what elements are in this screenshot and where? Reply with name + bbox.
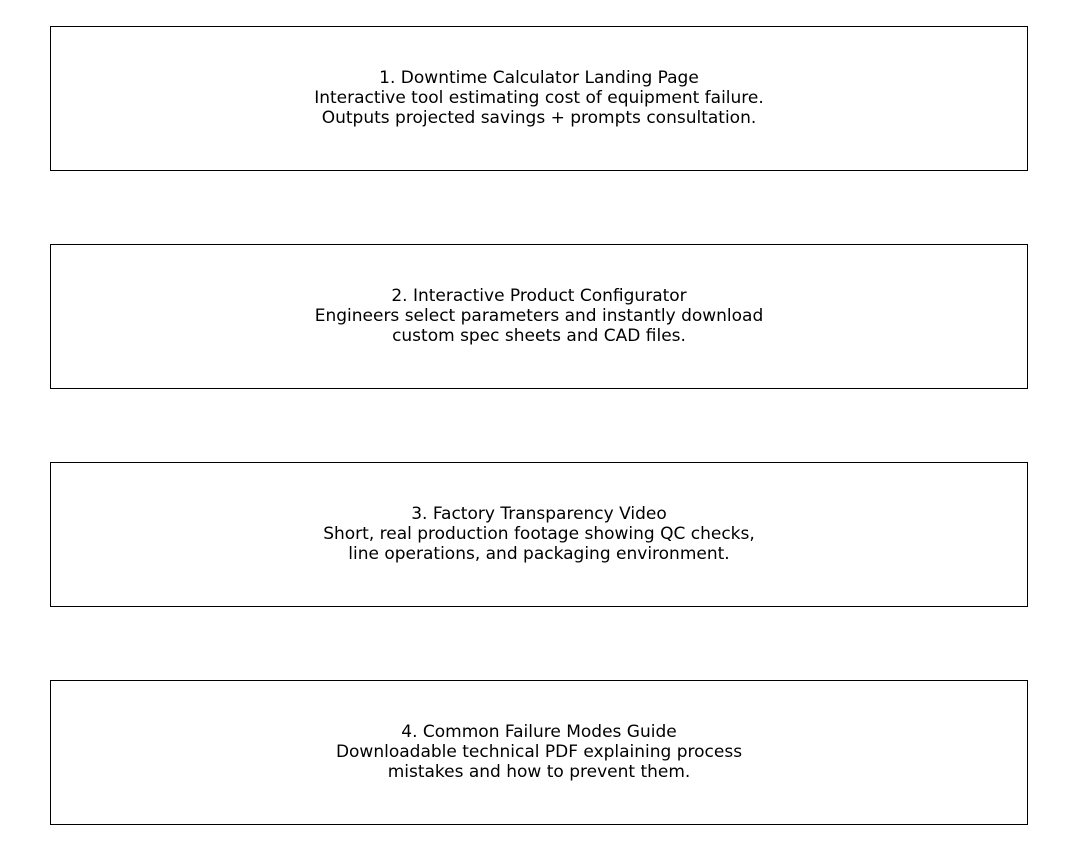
box-description-line: Engineers select parameters and instantly download: [314, 305, 764, 326]
box-description-line: Downloadable technical PDF explaining process: [335, 741, 743, 762]
box-title: 4. Common Failure Modes Guide: [401, 721, 677, 742]
box-title: 1. Downtime Calculator Landing Page: [379, 67, 699, 88]
box-text: [315, 286, 764, 346]
box-description-line: Outputs projected savings + prompts consultation.: [321, 107, 757, 128]
box-description-line: line operations, and packaging environment.: [348, 543, 730, 564]
diagram-box-product-configurator: [50, 244, 1028, 389]
box-title: 2. Interactive Product Configurator: [391, 285, 687, 306]
box-description-line: Short, real production footage showing QC checks,: [323, 523, 755, 544]
box-title: 3. Factory Transparency Video: [411, 503, 667, 524]
box-description-line: Interactive tool estimating cost of equipment failure.: [314, 87, 764, 108]
box-description-line: custom spec sheets and CAD files.: [392, 325, 686, 346]
diagram-box-failure-modes-guide: [50, 680, 1028, 825]
diagram-box-factory-video: [50, 462, 1028, 607]
box-description-line: mistakes and how to prevent them.: [387, 761, 691, 782]
box-text: [323, 504, 755, 564]
box-text: [336, 722, 742, 782]
diagram-box-downtime-calculator: [50, 26, 1028, 171]
box-text: [314, 68, 764, 128]
